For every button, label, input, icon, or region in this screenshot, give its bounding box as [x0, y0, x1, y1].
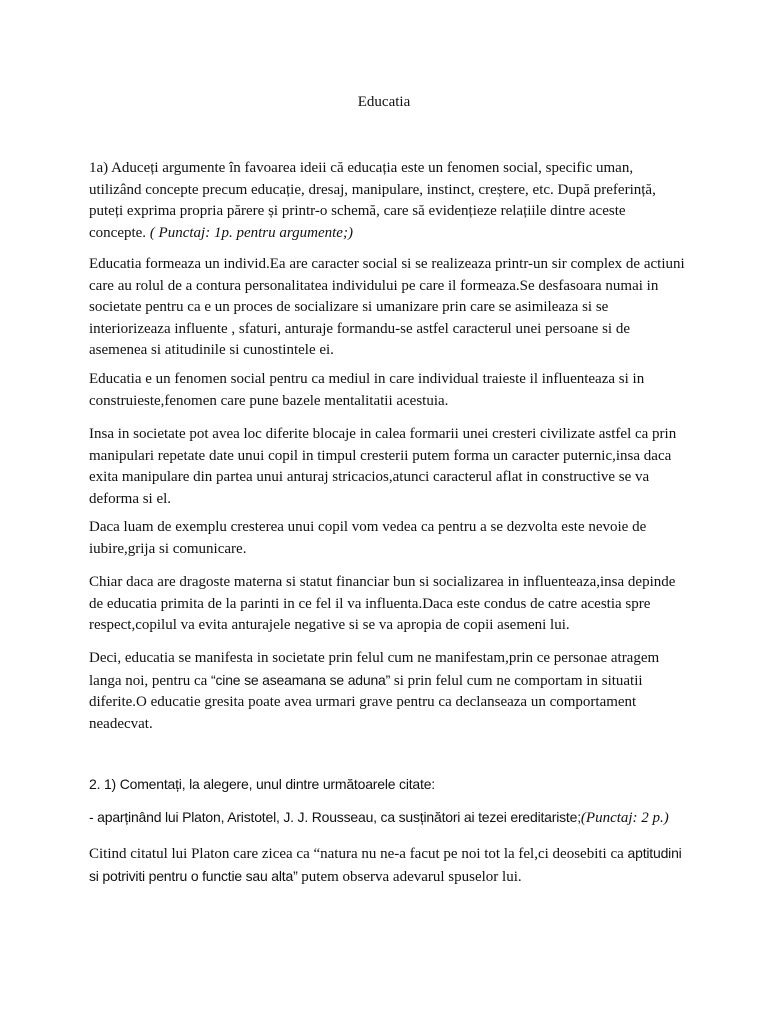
answer-1-last-part-2: si prin felul cum ne comportam in situatii diferite.O educatie gresita poate avea urmari grave pentru ca declanseaza un comportament neadecvat.	[89, 672, 643, 732]
question-1-text: 1a) Aduceți argumente în favoarea ideii că educația este un fenomen social, specific uman, utilizând concepte precum educație, dresaj, manipulare, instinct, creștere, etc. După preferință, puteți exprima propria părere și printr-o schemă, care să evidențieze relațiile dintre aceste concepte.	[89, 160, 656, 241]
question-2-option-text: - aparținând lui Platon, Aristotel, J. J. Rousseau, ca susținători ai tezei ereditariste;	[89, 809, 581, 825]
answer-1-paragraph-5: Chiar daca are dragoste materna si statut financiar bun si socializarea in influenteaza,insa depinde de educatia primita de la parinti in ce fel il va influenta.Daca este condus de catre acestia spre respect,copilul va evita anturajele negative si se va apropia de copii asemeni lui.	[89, 574, 676, 633]
question-2-heading: 2. 1) Comentați, la alegere, unul dintre următoarele citate:	[89, 776, 435, 792]
answer-2-part-3: putem observa adevarul spuselor lui.	[297, 868, 522, 885]
question-1-score: ( Punctaj: 1p. pentru argumente;)	[149, 224, 353, 241]
answer-2-paragraph	[89, 843, 685, 888]
answer-2-part-1: Citind citatul lui Platon care zicea ca “natura nu ne-a facut pe noi tot la fel,ci deosebiti ca	[89, 846, 628, 862]
answer-1-quote: “cine se aseamana se aduna”	[211, 671, 391, 688]
answer-1-paragraph-2: Educatia e un fenomen social pentru ca mediul in care individual traieste il influenteaza si in construieste,fenomen care pune bazele mentalitatii acestuia.	[89, 371, 645, 409]
answer-1-paragraph-6	[89, 648, 685, 735]
question-2-score: (Punctaj: 2 p.)	[580, 810, 669, 826]
answer-1-paragraph-4: Daca luam de exemplu cresterea unui copil vom vedea ca pentru a se dezvolta este nevoie de iubire,grija si comunicare.	[89, 519, 647, 557]
answer-1-paragraph-3: Insa in societate pot avea loc diferite blocaje in calea formarii unei cresteri civilizate astfel ca prin manipulari repetate date unui copil in timpul cresterii putem forma un caracter puternic,insa daca exita manipulare din partea unui anturaj stricacios,atunci caracterul aflat in constructive se va deforma si el.	[89, 426, 677, 507]
answer-1-last-part-1: Deci, educatia se manifesta in societate prin felul cum ne manifestam,prin ce personae atragem langa noi, pentru ca	[89, 650, 660, 689]
question-2-option	[89, 807, 685, 830]
answer-1-paragraph-1: Educatia formeaza un individ.Ea are caracter social si se realizeaza printr-un sir complex de actiuni care au rolul de a contura personalitatea individului pe care il formeaza.Se desfasoara numai in societate pentru ca e un proces de socializare si umanizare prin care se asimileaza si se interiorizeaza influente , sfaturi, anturaje formandu-se astfel caracterul unei persoane si de asemenea si atitudinile si cunostintele ei.	[89, 256, 685, 358]
answer-2-part-2: aptitudini si potriviti pentru o functie sau alta”	[89, 845, 682, 884]
document-title: Educatia	[357, 94, 411, 110]
question-1	[89, 158, 685, 244]
